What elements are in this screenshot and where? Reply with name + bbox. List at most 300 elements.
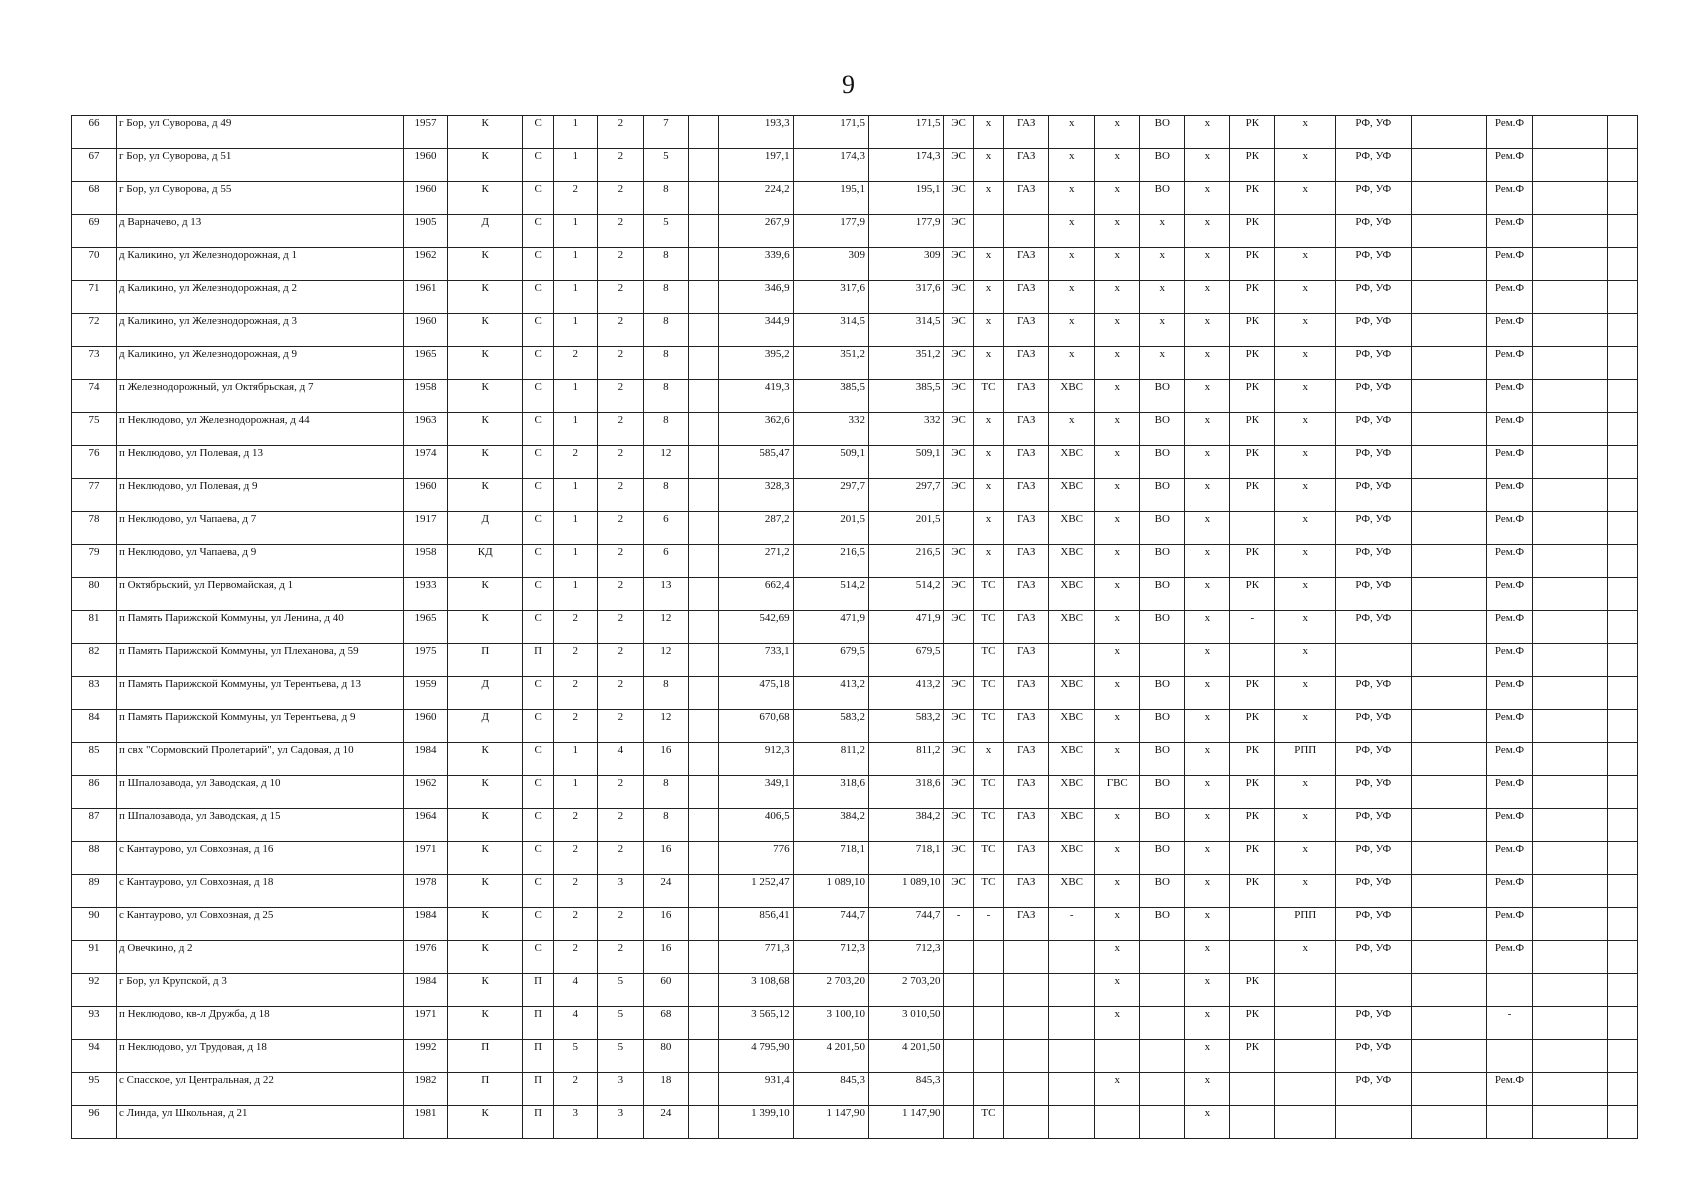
table-cell: 1905: [404, 215, 448, 248]
table-cell: [1533, 875, 1608, 908]
table-cell: 317,6: [793, 281, 868, 314]
row-number-cell: 93: [72, 1007, 117, 1040]
table-cell: [1004, 974, 1049, 1007]
table-cell: 344,9: [719, 314, 793, 347]
table-cell: 385,5: [793, 380, 868, 413]
table-cell: РК: [1230, 974, 1275, 1007]
table-cell: х: [1095, 710, 1140, 743]
table-cell: [1275, 1073, 1336, 1106]
table-cell: [1411, 413, 1486, 446]
table-cell: 1958: [404, 545, 448, 578]
table-cell: К: [448, 116, 523, 149]
table-cell: х: [1095, 875, 1140, 908]
table-cell: [1411, 1040, 1486, 1073]
table-cell: [1608, 677, 1638, 710]
table-cell: ЭС: [944, 842, 973, 875]
table-cell: 2: [597, 842, 643, 875]
table-cell: ГАЗ: [1004, 347, 1049, 380]
table-cell: РК: [1230, 380, 1275, 413]
table-cell: х: [1275, 413, 1336, 446]
table-cell: х: [1095, 908, 1140, 941]
table-cell: х: [1185, 512, 1230, 545]
table-cell: 4 795,90: [719, 1040, 793, 1073]
table-row: [72, 380, 1638, 413]
table-cell: Рем.Ф: [1486, 908, 1532, 941]
table-cell: [688, 182, 718, 215]
table-cell: х: [1185, 215, 1230, 248]
table-cell: ТС: [973, 677, 1003, 710]
housing-register-table: [71, 115, 1638, 1139]
table-cell: 583,2: [793, 710, 868, 743]
table-cell: ТС: [973, 710, 1003, 743]
row-number-cell: 94: [72, 1040, 117, 1073]
table-cell: 3: [597, 1106, 643, 1139]
table-row: [72, 1073, 1638, 1106]
table-cell: К: [448, 842, 523, 875]
table-cell: [1230, 1106, 1275, 1139]
table-cell: [1004, 1106, 1049, 1139]
table-cell: ВО: [1140, 611, 1185, 644]
table-cell: ЭС: [944, 413, 973, 446]
table-cell: х: [1095, 479, 1140, 512]
table-cell: х: [1095, 215, 1140, 248]
table-cell: ЭС: [944, 182, 973, 215]
row-number-cell: 79: [72, 545, 117, 578]
table-cell: х: [1185, 347, 1230, 380]
table-cell: [688, 479, 718, 512]
table-cell: Рем.Ф: [1486, 215, 1532, 248]
table-cell: [1533, 842, 1608, 875]
row-number-cell: 96: [72, 1106, 117, 1139]
table-cell: К: [448, 182, 523, 215]
table-cell: 8: [643, 182, 688, 215]
table-cell: РК: [1230, 248, 1275, 281]
table-cell: ГАЗ: [1004, 314, 1049, 347]
table-cell: ГАЗ: [1004, 479, 1049, 512]
table-cell: [1486, 1040, 1532, 1073]
table-cell: [1533, 1007, 1608, 1040]
table-cell: х: [1275, 512, 1336, 545]
table-cell: [688, 842, 718, 875]
table-cell: [688, 1106, 718, 1139]
table-cell: 1 399,10: [719, 1106, 793, 1139]
table-cell: 471,9: [793, 611, 868, 644]
table-cell: [688, 149, 718, 182]
table-cell: х: [1185, 149, 1230, 182]
table-row: [72, 875, 1638, 908]
table-cell: [1533, 776, 1608, 809]
table-cell: К: [448, 149, 523, 182]
table-cell: 1957: [404, 116, 448, 149]
table-cell: РФ, УФ: [1336, 512, 1411, 545]
table-cell: 8: [643, 809, 688, 842]
table-cell: ВО: [1140, 743, 1185, 776]
table-cell: 583,2: [869, 710, 944, 743]
table-cell: [1411, 281, 1486, 314]
table-cell: ХВС: [1049, 611, 1095, 644]
table-cell: РФ, УФ: [1336, 281, 1411, 314]
table-cell: 1959: [404, 677, 448, 710]
table-cell: ВО: [1140, 512, 1185, 545]
table-cell: К: [448, 578, 523, 611]
address-cell: г Бор, ул Суворова, д 49: [117, 116, 404, 149]
table-cell: ХВС: [1049, 743, 1095, 776]
table-cell: [1411, 974, 1486, 1007]
table-cell: ХВС: [1049, 512, 1095, 545]
table-cell: 1 147,90: [869, 1106, 944, 1139]
address-cell: п Память Парижской Коммуны, ул Ленина, д 40: [117, 611, 404, 644]
table-cell: 1: [553, 116, 597, 149]
table-cell: [1411, 248, 1486, 281]
table-cell: 475,18: [719, 677, 793, 710]
table-row: [72, 512, 1638, 545]
table-cell: ВО: [1140, 875, 1185, 908]
table-cell: С: [523, 215, 553, 248]
table-cell: [688, 314, 718, 347]
row-number-cell: 86: [72, 776, 117, 809]
row-number-cell: 73: [72, 347, 117, 380]
table-cell: -: [944, 908, 973, 941]
table-cell: х: [1095, 182, 1140, 215]
table-cell: РФ, УФ: [1336, 116, 1411, 149]
address-cell: г Бор, ул Суворова, д 51: [117, 149, 404, 182]
table-cell: [1533, 908, 1608, 941]
table-cell: 3: [597, 1073, 643, 1106]
table-cell: [1411, 446, 1486, 479]
table-cell: х: [1095, 248, 1140, 281]
address-cell: г Бор, ул Суворова, д 55: [117, 182, 404, 215]
table-cell: С: [523, 479, 553, 512]
table-cell: х: [1185, 776, 1230, 809]
table-cell: К: [448, 743, 523, 776]
table-cell: [688, 578, 718, 611]
table-cell: ЭС: [944, 215, 973, 248]
table-cell: [1411, 710, 1486, 743]
table-cell: [1411, 842, 1486, 875]
table-cell: х: [1095, 1007, 1140, 1040]
table-cell: 2: [597, 578, 643, 611]
table-cell: 177,9: [869, 215, 944, 248]
table-cell: 1 089,10: [869, 875, 944, 908]
table-cell: х: [1095, 413, 1140, 446]
table-cell: ЭС: [944, 743, 973, 776]
table-cell: 1: [553, 248, 597, 281]
table-cell: х: [1095, 644, 1140, 677]
address-cell: п Неклюдово, ул Полевая, д 13: [117, 446, 404, 479]
table-cell: 718,1: [793, 842, 868, 875]
table-cell: [1533, 347, 1608, 380]
table-cell: 2: [553, 908, 597, 941]
table-cell: х: [1095, 677, 1140, 710]
table-cell: РФ, УФ: [1336, 1007, 1411, 1040]
table-cell: [1230, 1073, 1275, 1106]
table-cell: 776: [719, 842, 793, 875]
table-cell: [1608, 182, 1638, 215]
address-cell: д Овечкино, д 2: [117, 941, 404, 974]
table-cell: 1965: [404, 611, 448, 644]
table-cell: 8: [643, 677, 688, 710]
table-cell: х: [1275, 776, 1336, 809]
table-cell: 193,3: [719, 116, 793, 149]
table-cell: Рем.Ф: [1486, 512, 1532, 545]
table-cell: [1608, 281, 1638, 314]
table-cell: 1975: [404, 644, 448, 677]
table-cell: [1411, 116, 1486, 149]
table-cell: 509,1: [869, 446, 944, 479]
table-cell: [1095, 1106, 1140, 1139]
table-cell: 1 252,47: [719, 875, 793, 908]
table-cell: ЭС: [944, 116, 973, 149]
table-cell: С: [523, 314, 553, 347]
address-cell: г Бор, ул Крупской, д 3: [117, 974, 404, 1007]
table-cell: [688, 710, 718, 743]
table-cell: 314,5: [793, 314, 868, 347]
table-cell: ВО: [1140, 677, 1185, 710]
table-cell: ГАЗ: [1004, 710, 1049, 743]
table-cell: Рем.Ф: [1486, 1073, 1532, 1106]
row-number-cell: 87: [72, 809, 117, 842]
table-cell: С: [523, 413, 553, 446]
table-cell: ГАЗ: [1004, 413, 1049, 446]
table-cell: РК: [1230, 710, 1275, 743]
table-cell: [688, 512, 718, 545]
table-cell: 1: [553, 413, 597, 446]
table-cell: х: [1185, 545, 1230, 578]
table-cell: [944, 941, 973, 974]
table-cell: [688, 941, 718, 974]
table-row: [72, 776, 1638, 809]
table-row: [72, 908, 1638, 941]
row-number-cell: 81: [72, 611, 117, 644]
table-cell: х: [1185, 941, 1230, 974]
table-cell: С: [523, 611, 553, 644]
table-cell: [1411, 611, 1486, 644]
table-cell: 712,3: [793, 941, 868, 974]
table-cell: [688, 248, 718, 281]
table-cell: ЭС: [944, 776, 973, 809]
table-cell: Рем.Ф: [1486, 116, 1532, 149]
table-cell: [973, 1007, 1003, 1040]
table-cell: [1049, 1007, 1095, 1040]
table-cell: РК: [1230, 875, 1275, 908]
table-cell: х: [1140, 281, 1185, 314]
table-cell: ЭС: [944, 809, 973, 842]
table-cell: 1984: [404, 908, 448, 941]
table-cell: [1533, 743, 1608, 776]
table-cell: 1961: [404, 281, 448, 314]
table-cell: РФ, УФ: [1336, 743, 1411, 776]
table-cell: 24: [643, 1106, 688, 1139]
table-cell: 1962: [404, 248, 448, 281]
table-cell: 1982: [404, 1073, 448, 1106]
table-cell: [1608, 347, 1638, 380]
table-cell: 384,2: [793, 809, 868, 842]
table-cell: С: [523, 842, 553, 875]
table-cell: [1608, 413, 1638, 446]
table-cell: 171,5: [793, 116, 868, 149]
table-cell: х: [973, 512, 1003, 545]
table-cell: [973, 941, 1003, 974]
table-cell: ЭС: [944, 611, 973, 644]
table-cell: [1230, 512, 1275, 545]
table-cell: [1336, 644, 1411, 677]
table-cell: 328,3: [719, 479, 793, 512]
table-cell: Рем.Ф: [1486, 710, 1532, 743]
table-cell: Рем.Ф: [1486, 380, 1532, 413]
table-cell: [1608, 479, 1638, 512]
table-cell: 195,1: [793, 182, 868, 215]
table-cell: 2: [597, 512, 643, 545]
table-cell: [1049, 974, 1095, 1007]
table-cell: Рем.Ф: [1486, 941, 1532, 974]
table-cell: 385,5: [869, 380, 944, 413]
table-cell: [688, 545, 718, 578]
table-cell: ГАЗ: [1004, 446, 1049, 479]
table-cell: [1608, 644, 1638, 677]
table-cell: [1608, 545, 1638, 578]
table-cell: 1978: [404, 875, 448, 908]
table-cell: х: [973, 347, 1003, 380]
table-cell: 1 089,10: [793, 875, 868, 908]
table-cell: РФ, УФ: [1336, 182, 1411, 215]
table-cell: х: [1185, 644, 1230, 677]
table-cell: РФ, УФ: [1336, 347, 1411, 380]
table-cell: [1608, 809, 1638, 842]
table-cell: Рем.Ф: [1486, 446, 1532, 479]
table-cell: 2: [597, 611, 643, 644]
table-cell: [973, 1040, 1003, 1073]
table-cell: РК: [1230, 776, 1275, 809]
table-cell: 1962: [404, 776, 448, 809]
table-cell: [1608, 1040, 1638, 1073]
table-cell: К: [448, 413, 523, 446]
table-cell: ВО: [1140, 380, 1185, 413]
table-cell: [1533, 248, 1608, 281]
table-cell: [1230, 644, 1275, 677]
table-cell: РК: [1230, 281, 1275, 314]
table-cell: РФ, УФ: [1336, 875, 1411, 908]
table-cell: 1: [553, 380, 597, 413]
table-cell: К: [448, 248, 523, 281]
table-cell: х: [1140, 248, 1185, 281]
table-cell: х: [1275, 941, 1336, 974]
table-row: [72, 677, 1638, 710]
table-cell: 5: [553, 1040, 597, 1073]
table-cell: ТС: [973, 842, 1003, 875]
table-cell: РФ, УФ: [1336, 677, 1411, 710]
table-cell: К: [448, 479, 523, 512]
table-cell: х: [1275, 248, 1336, 281]
table-cell: 297,7: [793, 479, 868, 512]
row-number-cell: 80: [72, 578, 117, 611]
table-cell: ВО: [1140, 149, 1185, 182]
table-cell: 2: [597, 545, 643, 578]
table-cell: 8: [643, 380, 688, 413]
table-cell: ГАЗ: [1004, 743, 1049, 776]
table-cell: х: [1185, 908, 1230, 941]
table-cell: 811,2: [869, 743, 944, 776]
row-number-cell: 83: [72, 677, 117, 710]
table-cell: [944, 1007, 973, 1040]
table-cell: [688, 644, 718, 677]
table-cell: С: [523, 446, 553, 479]
table-cell: 2: [553, 182, 597, 215]
table-cell: 16: [643, 908, 688, 941]
table-cell: [1608, 743, 1638, 776]
table-cell: 1981: [404, 1106, 448, 1139]
table-cell: 1: [553, 314, 597, 347]
table-cell: [944, 1073, 973, 1106]
table-cell: 216,5: [793, 545, 868, 578]
table-cell: [1608, 116, 1638, 149]
table-cell: ГАЗ: [1004, 611, 1049, 644]
table-row: [72, 1106, 1638, 1139]
table-cell: ХВС: [1049, 677, 1095, 710]
table-row: [72, 974, 1638, 1007]
table-cell: РФ, УФ: [1336, 149, 1411, 182]
table-cell: 3: [553, 1106, 597, 1139]
table-row: [72, 941, 1638, 974]
table-cell: х: [1185, 1106, 1230, 1139]
table-cell: ХВС: [1049, 380, 1095, 413]
table-cell: К: [448, 908, 523, 941]
table-cell: П: [448, 1073, 523, 1106]
table-cell: [1533, 446, 1608, 479]
table-cell: ГАЗ: [1004, 875, 1049, 908]
table-cell: ГАЗ: [1004, 677, 1049, 710]
table-cell: 1: [553, 578, 597, 611]
table-cell: 2: [597, 446, 643, 479]
table-cell: 271,2: [719, 545, 793, 578]
table-cell: 1974: [404, 446, 448, 479]
table-cell: РК: [1230, 545, 1275, 578]
table-cell: Рем.Ф: [1486, 149, 1532, 182]
table-cell: ГАЗ: [1004, 545, 1049, 578]
table-row: [72, 413, 1638, 446]
table-cell: [1608, 842, 1638, 875]
table-cell: [1411, 182, 1486, 215]
table-cell: 585,47: [719, 446, 793, 479]
table-cell: К: [448, 1007, 523, 1040]
table-cell: 309: [869, 248, 944, 281]
table-cell: Рем.Ф: [1486, 677, 1532, 710]
row-number-cell: 78: [72, 512, 117, 545]
table-cell: 332: [793, 413, 868, 446]
address-cell: п Неклюдово, ул Трудовая, д 18: [117, 1040, 404, 1073]
table-cell: [1608, 1007, 1638, 1040]
table-row: [72, 215, 1638, 248]
table-cell: х: [1275, 809, 1336, 842]
table-cell: [944, 974, 973, 1007]
table-cell: 5: [597, 974, 643, 1007]
table-cell: С: [523, 347, 553, 380]
table-cell: РК: [1230, 347, 1275, 380]
table-cell: 1: [553, 743, 597, 776]
address-cell: п Неклюдово, ул Полевая, д 9: [117, 479, 404, 512]
table-cell: [1533, 314, 1608, 347]
table-cell: ТС: [973, 809, 1003, 842]
table-row: [72, 809, 1638, 842]
table-cell: 1964: [404, 809, 448, 842]
table-cell: РК: [1230, 413, 1275, 446]
table-row: [72, 842, 1638, 875]
table-cell: 2: [597, 215, 643, 248]
table-cell: 7: [643, 116, 688, 149]
table-cell: 1971: [404, 1007, 448, 1040]
table-cell: Рем.Ф: [1486, 314, 1532, 347]
table-cell: [1049, 644, 1095, 677]
table-cell: [1411, 743, 1486, 776]
